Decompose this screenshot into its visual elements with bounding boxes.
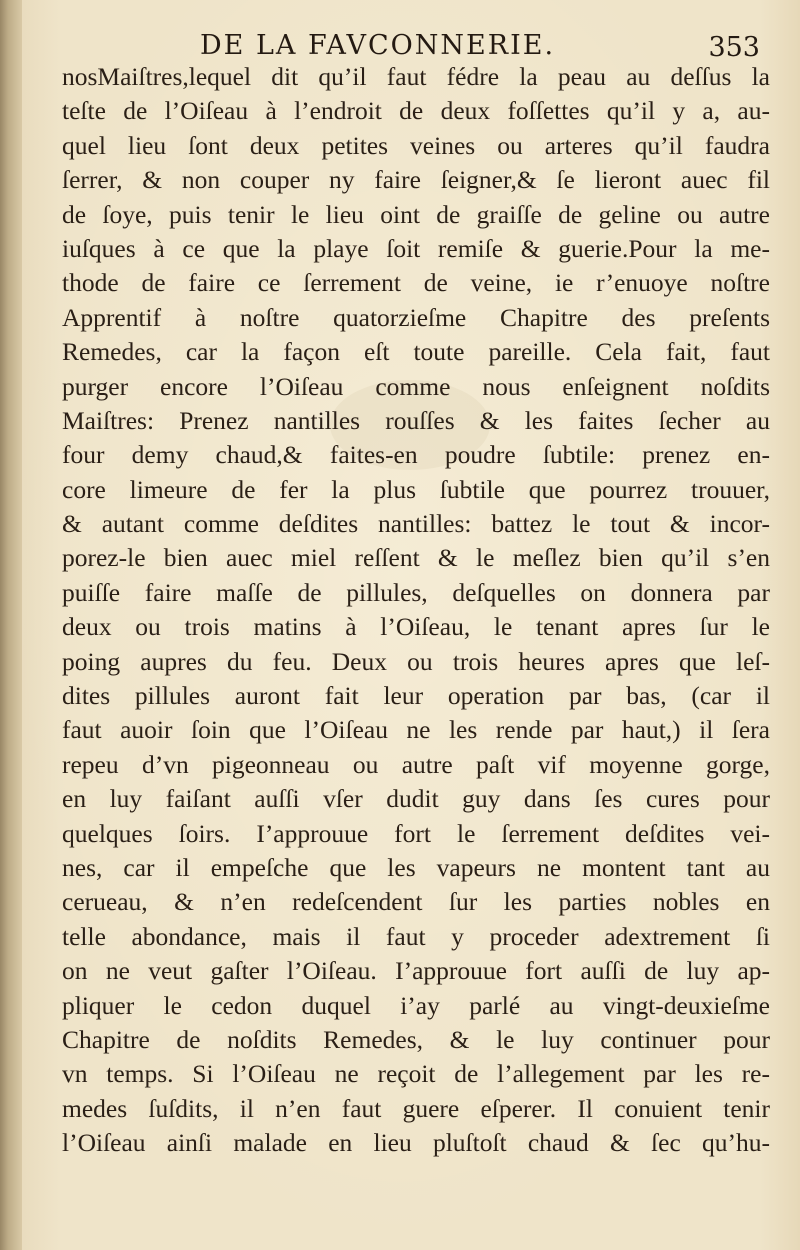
text-line: en luy faiſant auſſi vſer dudit guy dans ſes cures pour <box>62 784 770 814</box>
text-line: deux ou trois matins à l’Oiſeau, le tenant apres ſur le <box>62 612 770 642</box>
text-line: dites pillules auront fait leur operation par bas, (car il <box>62 681 770 711</box>
text-line: ſerrer, & non couper ny faire ſeigner,& ſe lieront auec fil <box>62 165 770 195</box>
text-line: quelques ſoirs. I’approuue fort le ſerrement deſdites vei- <box>62 818 770 848</box>
body-text <box>62 60 770 1161</box>
text-line: quel lieu ſont deux petites veines ou arteres qu’il faudra <box>62 130 770 160</box>
book-gutter <box>0 0 22 1250</box>
text-line: nes, car il empeſche que les vapeurs ne montent tant au <box>62 852 770 882</box>
text-line: & autant comme deſdites nantilles: battez le tout & incor- <box>62 509 770 539</box>
text-line: core limeure de fer la plus ſubtile que pourrez trouuer, <box>62 474 770 504</box>
page-number: 353 <box>708 32 760 63</box>
text-line: teſte de l’Oiſeau à l’endroit de deux foſſettes qu’il y a, au- <box>62 96 770 126</box>
text-line: de ſoye, puis tenir le lieu oint de graiſſe de geline ou autre <box>62 199 770 229</box>
text-line: repeu d’vn pigeonneau ou autre paſt vif moyenne gorge, <box>62 749 770 779</box>
text-line: nosMaiſtres,lequel dit qu’il faut fédre la peau au deſſus la <box>62 62 770 91</box>
text-line: porez-le bien auec miel reſſent & le meſlez bien qu’il s’en <box>62 543 770 573</box>
text-line: Remedes, car la façon eſt toute pareille. Cela fait, faut <box>62 337 770 367</box>
text-line: vn temps. Si l’Oiſeau ne reçoit de l’allegement par les re- <box>62 1059 770 1089</box>
text-line: poing aupres du feu. Deux ou trois heures apres que leſ- <box>62 646 770 676</box>
text-line: four demy chaud,& faites-en poudre ſubtile: prenez en- <box>62 440 770 470</box>
text-line: cerueau, & n’en redeſcendent ſur les parties nobles en <box>62 887 770 917</box>
text-line: iuſques à ce que la playe ſoit remiſe & guerie.Pour la me- <box>62 233 770 263</box>
running-head <box>200 28 760 64</box>
text-line: faut auoir ſoin que l’Oiſeau ne les rende par haut,) il ſera <box>62 715 770 745</box>
text-line: Maiſtres: Prenez nantilles rouſſes & les faites ſecher au <box>62 405 770 435</box>
text-line: Chapitre de noſdits Remedes, & le luy continuer pour <box>62 1024 770 1054</box>
text-line: medes ſuſdits, il n’en faut guere eſperer. Il conuient tenir <box>62 1093 770 1123</box>
text-line: purger encore l’Oiſeau comme nous enſeignent noſdits <box>62 371 770 401</box>
text-line: thode de faire ce ſerrement de veine, ie r’enuoye noſtre <box>62 268 770 298</box>
text-line: l’Oiſeau ainſi malade en lieu pluſtoſt chaud & ſec qu’hu- <box>62 1128 770 1158</box>
running-title: DE LA FAVCONNERIE. <box>200 30 556 61</box>
text-line: Apprentif à noſtre quatorzieſme Chapitre des preſents <box>62 302 770 332</box>
text-line: on ne veut gaſter l’Oiſeau. I’approuue fort auſſi de luy ap- <box>62 956 770 986</box>
text-line: telle abondance, mais il faut y proceder adextrement ſi <box>62 921 770 951</box>
text-line: pliquer le cedon duquel i’ay parlé au vingt-deuxieſme <box>62 990 770 1020</box>
text-line: puiſſe faire maſſe de pillules, deſquelles on donnera par <box>62 577 770 607</box>
